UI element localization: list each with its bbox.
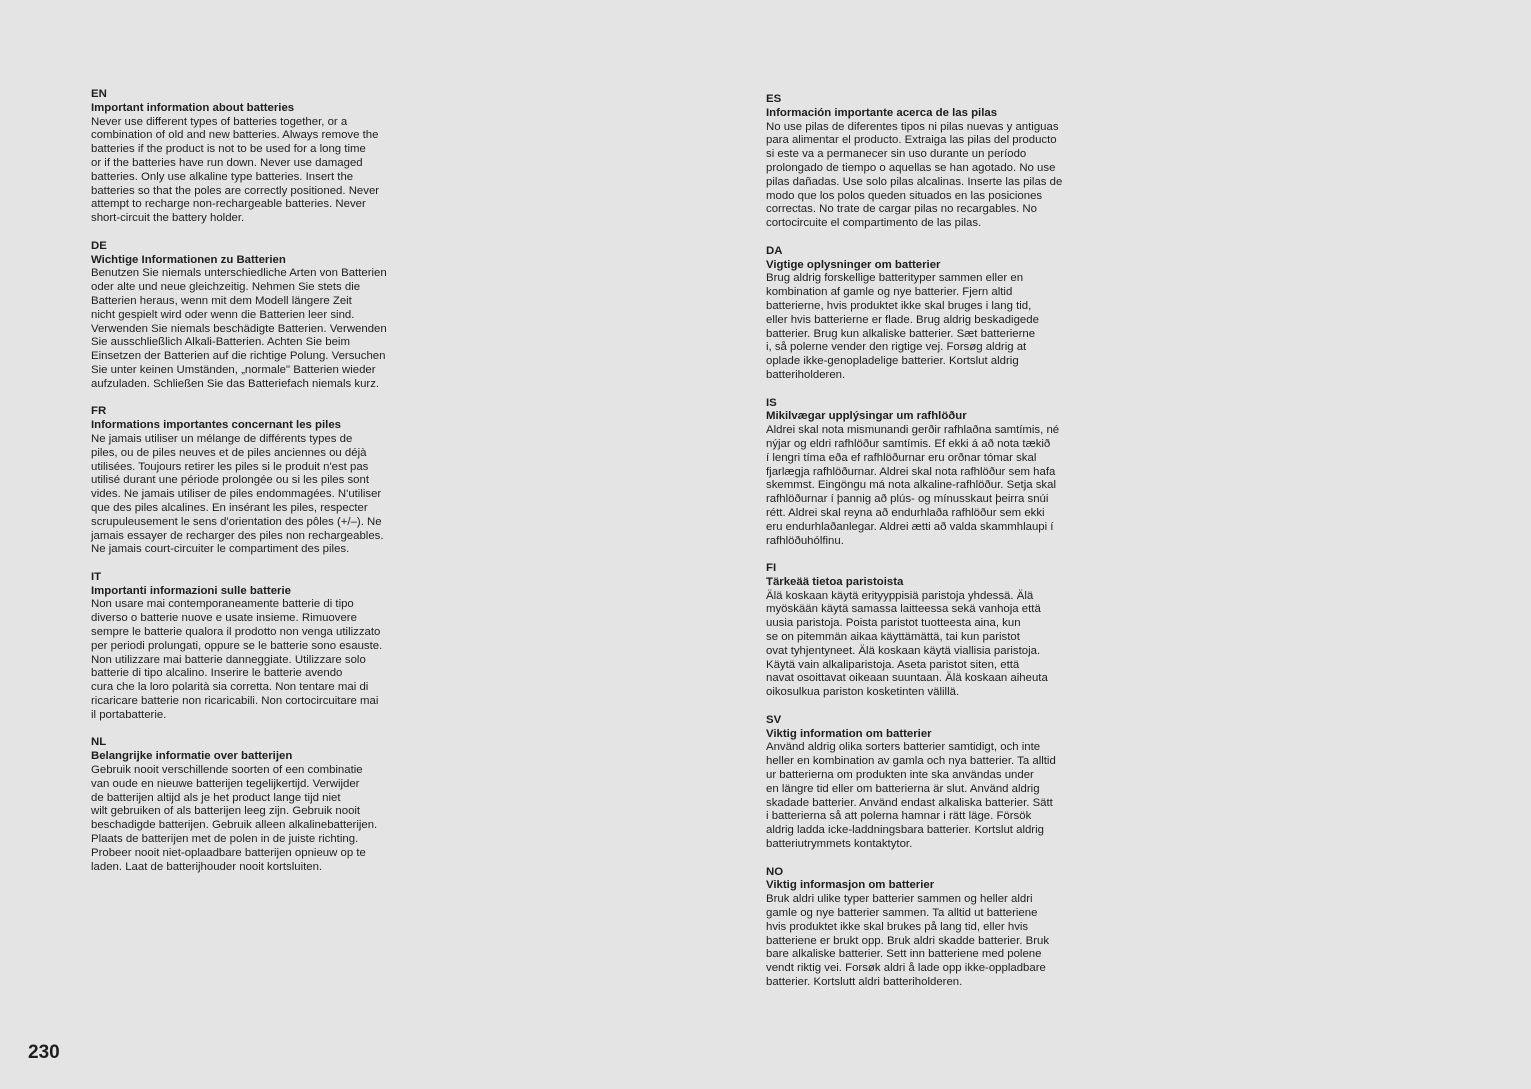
language-code: IS [766,396,777,409]
body-text-line: si este va a permanecer sin uso durante un período [766,148,1027,161]
body-text-line: Älä koskaan käytä erityyppisiä paristoja yhdessä. Älä [766,589,1034,602]
body-text-line: eru endurhlaðanlegar. Aldrei ætti að valda skammhlaupi í [766,520,1054,533]
section-no [766,866,1111,990]
body-text-line: batteriutrymmets kontaktytor. [766,838,913,851]
section-heading: Informations importantes concernant les piles [91,419,342,432]
body-text-line: batteries if the product is not to be used for a long time [91,143,366,156]
body-text-line: aldrig ladda icke-laddningsbara batterier. Kortslut aldrig [766,824,1044,837]
body-text-line: vendt riktig vei. Forsøk aldri å lade opp ikke-oppladbare [766,962,1046,975]
body-text-line: bare alkaliske batterier. Sett inn batteriene med polene [766,948,1042,961]
section-heading: Important information about batteries [91,101,295,114]
body-text-line: para alimentar el producto. Extraiga las pilas del producto [766,134,1057,147]
body-text-line: en längre tid eller om batterierna är slut. Använd aldrig [766,782,1040,795]
body-text-line: piles, ou de piles neuves et de piles anciennes ou déjà [91,446,367,459]
body-text-line: Brug aldrig forskellige batterityper sammen eller en [766,272,1024,285]
body-text-line: Non usare mai contemporaneamente batterie di tipo [91,598,354,611]
language-code: EN [91,88,107,100]
section-heading: Vigtige oplysninger om batterier [766,258,941,271]
body-text-line: Ne jamais court-circuiter le compartiment des piles. [91,543,350,556]
body-text-line: scrupuleusement le sens d'orientation des pôles (+/–). Ne [91,515,382,528]
body-text-line: rafhlöðuhólfinu. [766,534,844,547]
body-text-line: Einsetzen der Batterien auf die richtige Polung. Versuchen [91,350,386,363]
body-text-line: Använd aldrig olika sorters batterier samtidigt, och inte [766,741,1041,754]
body-text-line: diverso o batterie nuove e usate insieme. Rimuovere [91,612,357,625]
section-en [91,88,436,226]
body-text-line: oder alte und neue gleichzeitig. Nehmen Sie stets die [91,281,361,294]
body-text-line: navat osoittavat oikeaan suuntaan. Älä koskaan aiheuta [766,672,1048,685]
body-text-line: Benutzen Sie niemals unterschiedliche Arten von Batterien [91,267,387,280]
body-text-line: ur batterierna om produkten inte ska användas under [766,769,1034,782]
language-code: ES [766,93,782,105]
body-text-line: oplade ikke-genopladelige batterier. Kortslut aldrig [766,355,1019,368]
body-text-line: utilisé durant une période prolongée ou si les piles sont [91,474,369,487]
section-sv [766,714,1111,852]
body-text-line: ricaricare batterie non ricaricabili. Non cortocircuitare mai [91,695,379,708]
language-code: FI [766,562,777,575]
body-text-line: correctas. No trate de cargar pilas no recargables. No [766,203,1037,216]
section-it [91,571,436,723]
body-text-line: Sie ausschließlich Alkali-Batterien. Achten Sie beim [91,336,350,349]
body-text-line: Gebruik nooit verschillende soorten of een combinatie [91,764,363,777]
section-heading: Belangrijke informatie over batterijen [91,750,293,763]
section-nl [91,736,436,874]
body-text-line: or if the batteries have run down. Never use damaged [91,156,363,169]
body-text-line: beschadigde batterijen. Gebruik alleen alkalinebatterijen. [91,819,378,832]
body-text-line: Käytä vain alkaliparistoja. Aseta paristot siten, että [766,658,1020,671]
language-code: IT [91,570,102,583]
body-text-line: nicht gespielt wird oder wenn die Batterien leer sind. [91,308,355,321]
left-column [91,88,436,888]
body-text-line: Bruk aldri ulike typer batterier sammen og heller aldri [766,893,1033,906]
body-text-line: batteriholderen. [766,368,846,381]
body-text-line: uusia paristoja. Poista paristot tuotteesta aina, kun [766,617,1021,630]
body-text-line: batterierne, hvis produktet ikke skal bruges i lang tid, [766,299,1032,312]
body-text-line: myöskään käytä samassa laitteessa sekä vanhoja että [766,603,1041,616]
language-code: NO [766,865,784,878]
body-text-line: cura che la loro polarità sia corretta. Non tentare mai di [91,681,369,694]
body-text-line: batterier. Kortslutt aldri batteriholderen. [766,976,963,988]
body-text-line: nýjar og eldri rafhlöður samtímis. Ef ekki á að nota tækið [766,437,1051,450]
section-fi [766,562,1111,700]
section-heading: Importanti informazioni sulle batterie [91,584,291,597]
body-text-line: Non utilizzare mai batterie danneggiate. Utilizzare solo [91,653,366,666]
body-text-line: batteriene er brukt opp. Bruk aldri skadde batterier. Bruk [766,934,1050,947]
section-heading: Información importante acerca de las pilas [766,106,998,119]
body-text-line: cortocircuite el compartimento de las pilas. [766,217,982,230]
body-text-line: wilt gebruiken of als batterijen leeg zijn. Gebruik nooit [91,805,361,818]
body-text-line: de batterijen altijd als je het product lange tijd niet [91,791,341,804]
body-text-line: Never use different types of batteries together, or a [91,115,348,128]
section-is [766,397,1111,549]
body-text-line: modo que los polos queden situados en las posiciones [766,189,1043,202]
body-text-line: rétt. Aldrei skal reyna að endurhlaða rafhlöður sem ekki [766,506,1045,519]
body-text-line: Probeer nooit niet-oplaadbare batterijen opnieuw op te [91,846,366,859]
page-number: 230 [28,1042,60,1063]
body-text-line: short-circuit the battery holder. [91,212,245,225]
section-heading: Viktig information om batterier [766,727,932,740]
body-text-line: van oude en nieuwe batterijen tegelijkertijd. Verwijder [91,777,360,790]
body-text-line: eller hvis batterierne er flade. Brug aldrig beskadigede [766,313,1039,326]
section-es [766,93,1111,231]
body-text-line: vides. Ne jamais utiliser de piles endommagées. N'utiliser [91,488,382,501]
body-text-line: Verwenden Sie niemals beschädigte Batterien. Verwenden [91,322,387,335]
body-text-line: jamais essayer de recharger des piles non rechargeables. [91,529,384,542]
body-text-line: que des piles alcalines. En insérant les piles, respecter [91,501,368,514]
body-text-line: skadade batterier. Använd endast alkaliska batterier. Sätt [766,796,1053,809]
body-text-line: laden. Laat de batterijhouder nooit kortsluiten. [91,860,323,873]
body-text-line: í lengri tíma eða ef rafhlöðurnar eru orðnar tómar skal [766,451,1037,464]
body-text-line: i batterierna så att polerna hamnar i rätt läge. Försök [766,810,1032,823]
body-text-line: Aldrei skal nota mismunandi gerðir rafhlaðna samtímis, né [766,424,1060,437]
body-text-line: batteries. Only use alkaline type batteries. Insert the [91,170,354,183]
language-code: SV [766,713,782,726]
body-text-line: rafhlöðurnar í þannig að plús- og mínusskaut þeirra snúi [766,493,1049,506]
body-text-line: se on pitemmän aikaa käyttämättä, tai kun paristot [766,631,1020,644]
right-column [766,93,1111,1004]
body-text-line: pilas dañadas. Use solo pilas alcalinas. Inserte las pilas de [766,175,1063,188]
body-text-line: Sie unter keinen Umständen, „normale" Batterien wieder [91,363,376,376]
body-text-line: per periodi prolungati, oppure se le batterie sono esauste. [91,639,383,652]
body-text-line: kombination af gamle og nye batterier. Fjern altid [766,286,1013,299]
body-text-line: batteries so that the poles are correctly positioned. Never [91,184,380,197]
body-text-line: ovat tyhjentyneet. Älä koskaan käytä viallisia paristoja. [766,644,1041,657]
body-text-line: Ne jamais utiliser un mélange de différents types de [91,432,353,445]
language-code: FR [91,405,107,418]
section-heading: Wichtige Informationen zu Batterien [91,253,286,266]
section-heading: Tärkeää tietoa paristoista [766,575,904,588]
body-text-line: batterie di tipo alcalino. Inserire le batterie avendo [91,667,343,680]
body-text-line: combination of old and new batteries. Always remove the [91,129,379,142]
body-text-line: skemmst. Eingöngu má nota alkaline-rafhlöður. Setja skal [766,479,1056,492]
body-text-line: fjarlægja rafhlöðurnar. Aldrei skal nota rafhlöður sem hafa [766,465,1056,478]
language-code: NL [91,736,107,749]
language-code: DA [766,244,783,257]
body-text-line: il portabatterie. [91,708,167,721]
body-text-line: heller en kombination av gamla och nya batterier. Ta alltid [766,755,1056,768]
body-text-line: utilisées. Toujours retirer les piles si le produit n'est pas [91,460,369,473]
section-de [91,240,436,392]
body-text-line: oikosulkua pariston kosketinten välillä. [766,686,960,699]
body-text-line: batterier. Brug kun alkaliske batterier. Sæt batterierne [766,327,1036,340]
body-text-line: i, så polerne vender den rigtige vej. Forsøg aldrig at [766,341,1027,354]
body-text-line: prolongado de tiempo o aquellas se han agotado. No use [766,161,1056,174]
body-text-line: attempt to recharge non-rechargeable batteries. Never [91,198,366,211]
body-text-line: hvis produktet ikke skal brukes på lang tid, eller hvis [766,920,1029,933]
body-text-line: aufzuladen. Schließen Sie das Batteriefach niemals kurz. [91,377,380,390]
body-text-line: No use pilas de diferentes tipos ni pilas nuevas y antiguas [766,120,1059,133]
body-text-line: sempre le batterie qualora il prodotto non venga utilizzato [91,626,381,639]
section-heading: Viktig informasjon om batterier [766,879,935,892]
language-code: DE [91,239,107,252]
body-text-line: Batterien heraus, wenn mit dem Modell längere Zeit [91,294,352,307]
body-text-line: gamle og nye batterier sammen. Ta alltid ut batteriene [766,907,1038,920]
section-da [766,245,1111,383]
section-heading: Mikilvægar upplýsingar um rafhlöður [766,410,967,423]
body-text-line: Plaats de batterijen met de polen in de juiste richting. [91,833,359,846]
section-fr [91,405,436,557]
